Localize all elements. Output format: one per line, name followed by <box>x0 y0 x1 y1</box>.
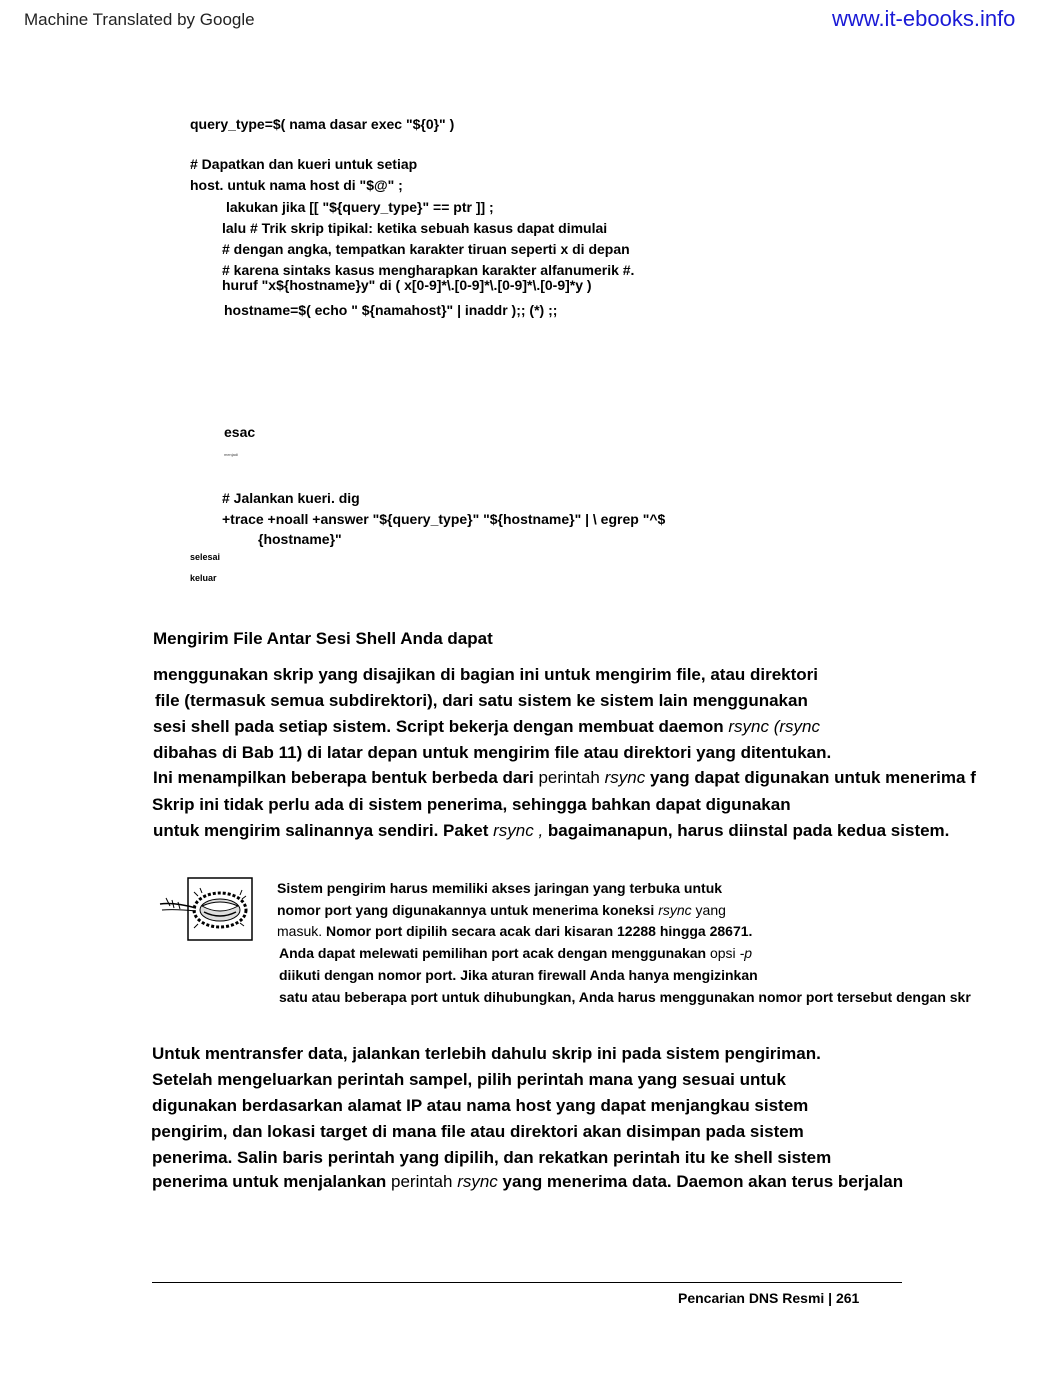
paragraph-line: Ini menampilkan beberapa bentuk berbeda dari perintah rsync yang dapat digunakan untuk menerima f <box>153 768 976 787</box>
code-line: {hostname}" <box>258 531 342 547</box>
note-line: diikuti dengan nomor port. Jika aturan firewall Anda hanya mengizinkan <box>279 967 758 983</box>
paragraph-line: digunakan berdasarkan alamat IP atau nama host yang dapat menjangkau sistem <box>152 1096 809 1115</box>
paragraph-line: untuk mengirim salinannya sendiri. Paket rsync , bagaimanapun, harus diinstal pada kedua sistem. <box>153 821 950 840</box>
machine-translated-label: Machine Translated by Google <box>24 10 255 29</box>
paragraph-line: Skrip ini tidak perlu ada di sistem penerima, sehingga bahkan dapat digunakan <box>152 795 791 814</box>
code-line: # karena sintaks kasus mengharapkan karakter alfanumerik #. <box>222 262 635 278</box>
page-footer: Pencarian DNS Resmi | 261 <box>678 1290 860 1306</box>
code-line: # Dapatkan dan kueri untuk setiap <box>190 156 418 172</box>
code-line: host. untuk nama host di "$@" ; <box>190 177 403 193</box>
paragraph-line: Untuk mentransfer data, jalankan terlebih dahulu skrip ini pada sistem pengiriman. <box>152 1044 821 1063</box>
code-line: +trace +noall +answer "${query_type}" "${hostname}" | \ egrep "^$ <box>222 511 666 527</box>
note-line: nomor port yang digunakannya untuk menerima koneksi rsync yang <box>277 902 726 918</box>
code-line: query_type=$( nama dasar exec "${0}" ) <box>190 116 455 132</box>
code-line: # dengan angka, tempatkan karakter tiruan seperti x di depan <box>222 241 630 257</box>
note-line: Anda dapat melewati pemilihan port acak dengan menggunakan opsi -p <box>279 945 753 961</box>
paragraph-line: dibahas di Bab 11) di latar depan untuk mengirim file atau direktori yang ditentukan. <box>153 743 832 762</box>
code-line: lakukan jika [[ "${query_type}" == ptr ]] ; <box>226 199 494 215</box>
note-line: satu atau beberapa port untuk dihubungkan, Anda harus menggunakan nomor port tersebut dengan skr <box>279 989 971 1005</box>
owl-warning-icon <box>158 876 254 942</box>
code-line: hostname=$( echo " ${namahost}" | inaddr );; (*) ;; <box>224 302 558 318</box>
code-line: keluar <box>190 573 217 583</box>
paragraph-line: pengirim, dan lokasi target di mana file atau direktori akan disimpan pada sistem <box>151 1122 804 1141</box>
code-line: selesai <box>190 552 221 562</box>
note-line: Sistem pengirim harus memiliki akses jaringan yang terbuka untuk <box>277 880 723 896</box>
code-line-tiny: menjadi <box>224 452 239 457</box>
code-line: esac <box>224 424 256 440</box>
code-line: lalu # Trik skrip tipikal: ketika sebuah kasus dapat dimulai <box>222 220 608 236</box>
code-line: # Jalankan kueri. dig <box>222 490 360 506</box>
paragraph-line: Setelah mengeluarkan perintah sampel, pilih perintah mana yang sesuai untuk <box>152 1070 786 1089</box>
it-ebooks-link[interactable]: www.it-ebooks.info <box>832 6 1016 31</box>
code-line: huruf "x${hostname}y" di ( x[0-9]*\.[0-9]*\.[0-9]*\.[0-9]*y ) <box>222 277 592 293</box>
footer-rule <box>152 1282 902 1283</box>
paragraph-line: sesi shell pada setiap sistem. Script bekerja dengan membuat daemon rsync (rsync <box>153 717 820 736</box>
paragraph-line: penerima. Salin baris perintah yang dipilih, dan rekatkan perintah itu ke shell sistem <box>152 1148 832 1167</box>
paragraph-line: file (termasuk semua subdirektori), dari satu sistem ke sistem lain menggunakan <box>155 691 808 710</box>
note-line: masuk. Nomor port dipilih secara acak dari kisaran 12288 hingga 28671. <box>277 923 753 939</box>
section-heading: Mengirim File Antar Sesi Shell Anda dapat <box>153 629 493 648</box>
paragraph-line: penerima untuk menjalankan perintah rsync yang menerima data. Daemon akan terus berjalan <box>152 1172 904 1191</box>
paragraph-line: menggunakan skrip yang disajikan di bagian ini untuk mengirim file, atau direktori <box>153 665 819 684</box>
